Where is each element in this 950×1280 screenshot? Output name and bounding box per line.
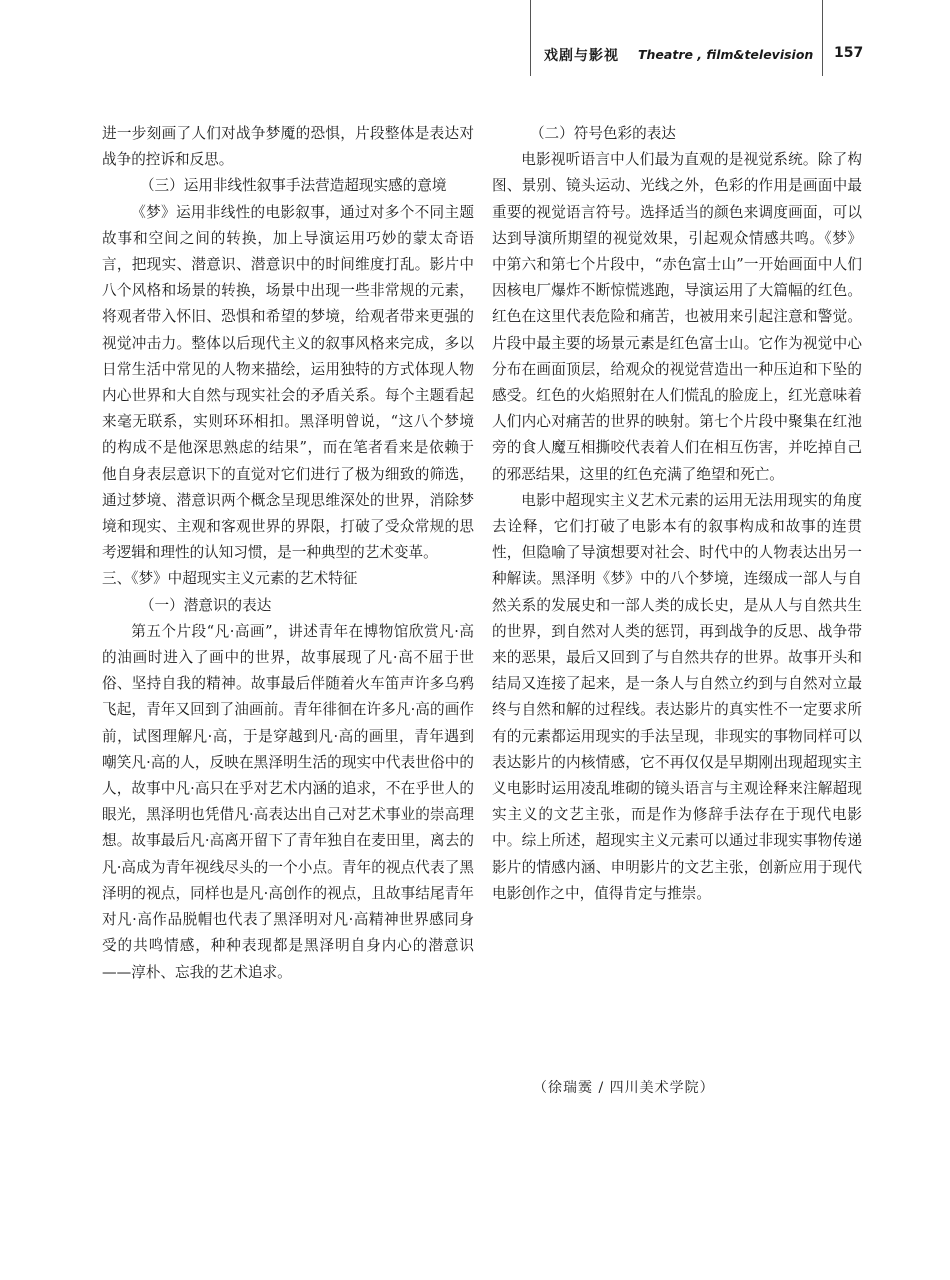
paragraph-intro-continued: 进一步刻画了人们对战争梦魇的恐惧，片段整体是表达对战争的控诉和反思。 (102, 125, 474, 169)
journal-title-cn: 戏剧与影视 (544, 48, 619, 64)
paragraph-conclusion: 电影中超现实主义艺术元素的运用无法用现实的角度去诠释，它们打破了电影本有的叙事构成和故事的连贯性，但隐喻了导演想要对社会、时代中的人物表达出另一种解读。黑泽明《梦》中的八个梦境，连缀成一部人与自然关系的发展史和一部人类的成长史，是从人与自然共生的世界，到自然对人类的惩罚，再到战争的反思、战争带来的恶果，最后又回到了与自然共存的世界。故事开头和结局又连接了起来，是一条人与自然立约到与自然对立最终与自然和解的过程线。表达影片的真实性不一定要求所有的元素都运用现实的手法呈现，非现实的事物同样可以表达影片的内核情感，它不再仅仅是早期刚出现超现实主义电影时运用凌乱堆砌的镜头语言与主观诠释来注解超现实主义的文艺主张，而是作为修辞手法存在于现代电影中。综上所述，超现实主义元素可以通过非现实事物传递影片的情感内涵、申明影片的文艺主张，创新应用于现代电影创作之中，值得肯定与推崇。 (492, 491, 862, 902)
left-column (102, 121, 474, 986)
running-header (530, 0, 950, 78)
heading-part-3: 三、《梦》中超现实主义元素的艺术特征 (102, 570, 358, 588)
author-credit: （徐瑞霙 / 四川美术学院） (533, 1080, 715, 1096)
right-column (492, 121, 862, 907)
heading-subconscious: （一）潜意识的表达 (139, 596, 272, 614)
header-divider-left (530, 0, 531, 76)
heading-section-3: （三）运用非线性叙事手法营造超现实感的意境 (139, 177, 447, 195)
heading-color-symbol: （二）符号色彩的表达 (529, 125, 676, 142)
header-divider-right (822, 0, 823, 76)
page-number: 157 (834, 45, 864, 61)
paragraph-color-symbol: 电影视听语言中人们最为直观的是视觉系统。除了构图、景别、镜头运动、光线之外，色彩的作用是画面中最重要的视觉语言符号。选择适当的颜色来调度画面，可以达到导演所期望的视觉效果，引起观众情感共鸣。《梦》中第六和第七个片段中，“赤色富士山”一开始画面中人们因核电厂爆炸不断惊慌逃跑，导演运用了大篇幅的红色。红色在这里代表危险和痛苦，也被用来引起注意和警觉。片段中最主要的场景元素是红色富士山。它作为视觉中心分布在画面顶层，给观众的视觉营造出一种压迫和下坠的感受。红色的火焰照射在人们慌乱的脸庞上，红光意味着人们内心对痛苦的世界的映射。第七个片段中聚集在红池旁的食人魔互相撕咬代表着人们在相互伤害，并吃掉自己的邪恶结果，这里的红色充满了绝望和死亡。 (492, 151, 862, 483)
journal-title-en: Theatre , film&television (638, 47, 814, 62)
paragraph-subconscious: 第五个片段“凡·高画”，讲述青年在博物馆欣赏凡·高的油画时进入了画中的世界，故事展现了凡·高不屈于世俗、坚持自我的精神。故事最后伴随着火车笛声许多乌鸦飞起，青年又回到了油画前。青年徘徊在许多凡·高的画作前，试图理解凡·高，于是穿越到凡·高的画里，青年遇到嘲笑凡·高的人，反映在黑泽明生活的现实中代表世俗中的人，故事中凡·高只在乎对艺术内涵的追求，不在乎世人的眼光，黑泽明也凭借凡·高表达出自己对艺术事业的崇高理想。故事最后凡·高离开留下了青年独自在麦田里，离去的凡·高成为青年视线尽头的一个小点。青年的视点代表了黑泽明的视点，同样也是凡·高创作的视点，且故事结尾青年对凡·高作品脱帽也代表了黑泽明对凡·高精神世界感同身受的共鸣情感，种种表现都是黑泽明自身内心的潜意识——淳朴、忘我的艺术追求。 (102, 622, 474, 981)
paragraph-section-3: 《梦》运用非线性的电影叙事，通过对多个不同主题故事和空间之间的转换，加上导演运用巧妙的蒙太奇语言，把现实、潜意识、潜意识中的时间维度打乱。影片中八个风格和场景的转换，场景中出现一些非常规的元素，将观者带入怀旧、恐惧和希望的梦境，给观者带来更强的视觉冲击力。整体以后现代主义的叙事风格来完成，多以日常生活中常见的人物来描绘，运用独特的方式体现人物内心世界和大自然与现实社会的矛盾关系。每个主题看起来毫无联系，实则环环相扣。黑泽明曾说，“这八个梦境的构成不是他深思熟虑的结果”，而在笔者看来是依赖于他自身表层意识下的直觉对它们进行了极为细致的筛选，通过梦境、潜意识两个概念呈现思维深处的世界，消除梦境和现实、主观和客观世界的界限，打破了受众常规的思考逻辑和理性的认知习惯，是一种典型的艺术变革。 (102, 203, 474, 562)
